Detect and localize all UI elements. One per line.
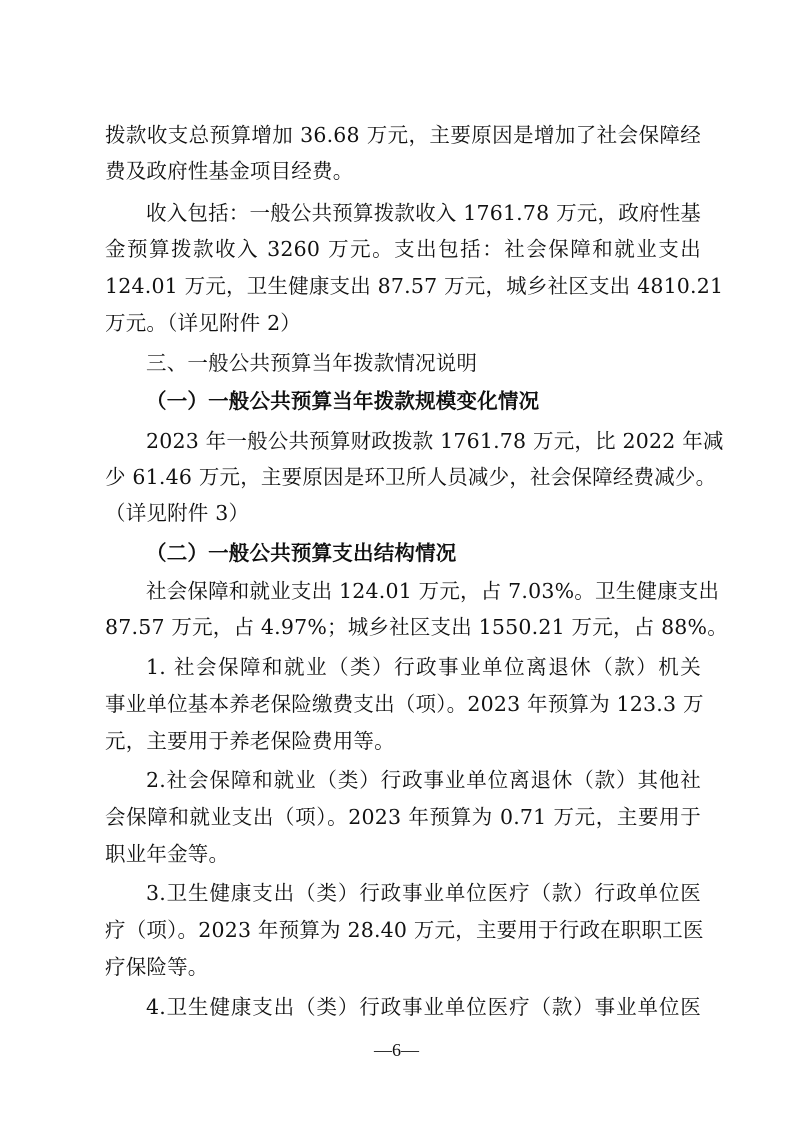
paragraph-line: 拨款收支总预算增加 36.68 万元，主要原因是增加了社会保障经: [105, 123, 701, 147]
paragraph-line: 费及政府性基金项目经费。: [105, 159, 354, 183]
paragraph-line: 2.社会保障和就业（类）行政事业单位离退休（款）其他社: [146, 768, 701, 792]
paragraph-line: 87.57 万元，占 4.97%；城乡社区支出 1550.21 万元，占 88%。: [105, 615, 728, 639]
paragraph-line: 4.卫生健康支出（类）行政事业单位医疗（款）事业单位医: [146, 995, 701, 1019]
paragraph-line: 万元。（详见附件 2）: [105, 311, 302, 335]
paragraph-line: 元，主要用于养老保险费用等。: [105, 729, 395, 753]
paragraph-line: 2023 年一般公共预算财政拨款 1761.78 万元，比 2022 年减: [146, 429, 724, 453]
paragraph-line: 124.01 万元，卫生健康支出 87.57 万元，城乡社区支出 4810.21: [105, 274, 724, 298]
paragraph-line: 金预算拨款收入 3260 万元。支出包括：社会保障和就业支出: [105, 237, 701, 261]
paragraph-line: 事业单位基本养老保险缴费支出（项）。2023 年预算为 123.3 万: [105, 692, 704, 716]
paragraph-line: 1. 社会保障和就业（类）行政事业单位离退休（款）机关: [146, 655, 701, 679]
page-number: —6—: [374, 1040, 419, 1060]
paragraph-line: 收入包括：一般公共预算拨款收入 1761.78 万元，政府性基: [146, 201, 702, 225]
paragraph-line: 职业年金等。: [105, 842, 230, 866]
subsection-heading: （二）一般公共预算支出结构情况: [146, 541, 457, 565]
paragraph-line: （详见附件 3）: [105, 501, 250, 525]
section-heading: 三、一般公共预算当年拨款情况说明: [146, 351, 478, 375]
paragraph-line: 疗保险等。: [105, 955, 209, 979]
paragraph-line: 少 61.46 万元，主要原因是环卫所人员减少，社会保障经费减少。: [105, 465, 717, 489]
paragraph-line: 会保障和就业支出（项）。2023 年预算为 0.71 万元，主要用于: [105, 805, 701, 829]
paragraph-line: 疗（项）。2023 年预算为 28.40 万元，主要用于行政在职职工医: [105, 918, 704, 942]
paragraph-line: 3.卫生健康支出（类）行政事业单位医疗（款）行政单位医: [146, 881, 701, 905]
subsection-heading: （一）一般公共预算当年拨款规模变化情况: [146, 389, 540, 413]
paragraph-line: 社会保障和就业支出 124.01 万元，占 7.03%。卫生健康支出: [146, 579, 720, 603]
